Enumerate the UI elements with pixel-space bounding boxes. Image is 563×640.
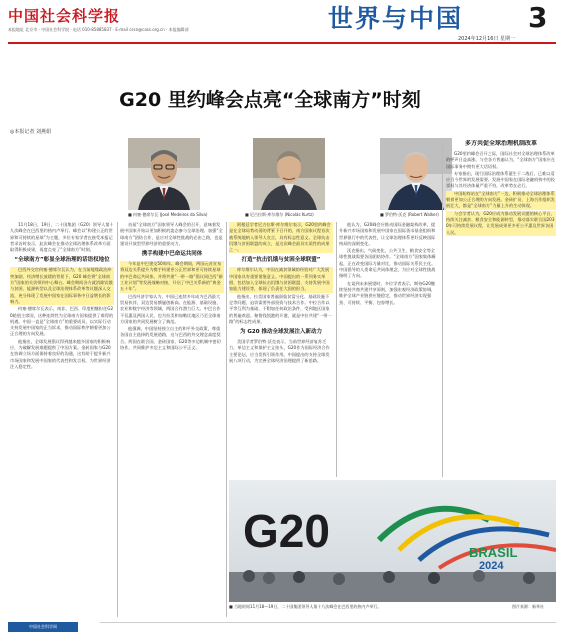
column-divider — [226, 222, 227, 617]
paragraph: 他强调，中国坚持独立自主的和平外交政策，尊重各国自主选择的发展道路，这与巴西的外交理念高度契合。两国在联合国、金砖国家、G20等多边机制中密切协作，共同维护多边主义和国际公平正义。 — [120, 326, 221, 351]
header-rule — [8, 42, 556, 44]
paragraph: 沃克指出，气候变化、公共卫生、粮食安全等全球性挑战需要各国团结协作。“全球南方”国家集体崛起，正在改变国际力量对比，推动国际关系民主化。中国倡导的人类命运共同体理念，为应对全球性挑战指明了方向。 — [339, 248, 436, 279]
page-number: 3 — [528, 1, 548, 34]
paragraph: 他指出，全球发展倡议得到越来越多国家的积极响应，为破解发展难题提供了中国方案。金砖国家与G20在协调立场方面保持着良好的沟通，这有助于提升新兴市场国家和发展中国家的代表性和发言权，为世界经济注入稳定性。 — [10, 338, 111, 369]
paragraph: 巴西经济学家认为，中国已连续多年成为巴西最大贸易伙伴，双边贸易额屡创新高。在能源、基础设施、农业和数字经济等领域，两国合作潜力巨大。中巴合作不仅惠及两国人民，也为拉美和加勒比地区乃至全球南方国家的共同发展树立了典范。 — [120, 293, 221, 324]
paragraph: 中国始终站在“全球南方”一边，积极推动全球治理体系朝着更加公正合理的方向发展。金砖扩员、上海合作组织发展壮大，都是“全球南方”力量上升的生动体现。 — [446, 190, 555, 209]
paragraph: 阿根廷学者尼古拉斯·库尔维尔表示，G20里约峰会是在全球局势动荡的背景下召开的，南方国家议程首次被系统地纳入领导人宣言，具有标志性意义。全球抗击饥饿与贫困联盟的成立，是这次峰会最具实质性的成果之一。 — [229, 222, 333, 253]
paragraph: 何塞·德席尔瓦表示，南非、巴西、印度相继担任G20轮值主席国，这种连续性为全球南方国家提供了难得的机遇。中国一直是“全球南方”的重要成员，以实际行动支持发展中国家的正当诉求，推动国际秩序朝着更加公正合理的方向发展。 — [10, 306, 114, 337]
portrait-caption-1: ■ 何塞·德席尔瓦 (José Medeiros da Silva) — [128, 212, 208, 217]
paragraph: 他指出，拉美国家普遍面临贫富分化、基础设施不足等问题，迫切需要外部投资与技术合作。中拉合作以平等互利为基础，不附加任何政治条件，受到地区国家的普遍欢迎。秘鲁钱凯港的开港，就是中拉共建“一带一路”的标志性成果。 — [229, 293, 332, 324]
column-divider — [442, 140, 443, 477]
paragraph: 在谈到未来展望时，多位学者表示，期待G20继续坚持共商共建共享原则，加强宏观经济政策协调，维护全球产业链供应链稳定，推动世界经济实现强劲、可持续、平衡、包容增长。 — [339, 280, 436, 305]
article-column-3 — [229, 222, 333, 477]
footer-label: 中国社会科学网 — [8, 622, 78, 632]
photo-caption: ■ 当地时间11月18—19日，二十国集团领导人第十九次峰会在巴西里约热内卢举行。 — [229, 604, 382, 609]
masthead-title: 中国社会科学报 — [8, 7, 121, 25]
portrait-photo-1 — [128, 138, 200, 210]
paragraph: 专家指出，现行国际治理体系诞生于二战后，已难以适应当今世界的发展需要。发展中国家在国际金融机构中的投票权与其经济体量严重不符，改革势在必行。 — [446, 170, 555, 189]
byline: ◎本报记者 刘燕娟 — [10, 129, 51, 135]
column-divider — [336, 222, 337, 477]
portrait-caption-2: ■ 尼古拉斯·库尔维尔 (Nicolás Kurtz) — [245, 212, 314, 217]
masthead-subline: 本报地址 北京市 · 中国社会科学院 · 电话 010-85885837 · E-mail cssn@cass.org.cn · 本报编辑部 — [8, 27, 189, 32]
side-column — [446, 140, 556, 477]
article-column-1 — [10, 222, 114, 617]
g20-summit-photo — [229, 480, 556, 602]
paragraph: 今年是中巴建交50周年。峰会期间，两国元首宣布将双边关系提升为携手构建更公正世界和更可持续星球的中巴命运共同体，并将共建“一带一路”倡议同巴西“新工业计划”等发展战略对接，开启了中巴关系新的“黄金五十年”。 — [120, 261, 223, 292]
photo-credit: 图片来源：新华社 — [512, 604, 544, 609]
brasil-logo-text: BRASIL — [469, 545, 518, 560]
paragraph: G20里约峰会召开之际，国际社会对全球治理体系改革的呼声日益高涨。与会各方普遍认为，“全球南方”国家应在国际事务中拥有更大话语权。 — [446, 151, 556, 169]
issue-date: 2024年12月16日 星期一 — [458, 36, 516, 42]
footer-rule — [100, 622, 556, 633]
paragraph: 库尔维尔认为，中国在减贫领域的经验对广大发展中国家具有重要借鉴意义。中国提出的一系列务实举措，包括加入全球抗击饥饿与贫困联盟、支持发展中国家能力建设等，体现了负责任大国的担当。 — [229, 267, 333, 292]
portrait-caption-3: ■ 罗伯特·沃克 (Robert Walker) — [380, 212, 439, 217]
paragraph: 首届“全球南方”国家领导人峰会的召开，意味着发展中国家开始以更加积极的姿态参与全球治理。加强“全球南方”团结合作，是应对全球性挑战的必由之路，也是建设开放型世界经济的重要动力。 — [120, 222, 223, 246]
paragraph: 他认为，G20峰会应推动国际金融架构改革，提升新兴市场国家和发展中国家在国际货币基金组织和世界银行中的代表性，让全球治理体系更好反映国际格局的深刻变化。 — [339, 222, 436, 246]
paragraph: 11月18日、19日，二十国集团（G20）领导人第十九次峰会在巴西里约热内卢举行。峰会以“构建公正的世界和可持续的星球”为主题，多位专家学者在接受本报记者采访时表示，此次峰会在推动全球治理体系改革方面取得积极成果，再度点亮了“全球南方”时刻。 — [10, 222, 114, 253]
paragraph: 与会学者认为，G20应成为推动发展议题的核心平台，持续关注减贫、粮食安全和能源转型，推动落实联合国2030年可持续发展议程，让发展成果更多更公平惠及世界各国人民。 — [446, 210, 555, 235]
g20-logo-text: G20 — [243, 505, 330, 557]
paragraph: 美国学者罗伯特·沃克表示，当前世界经济复苏乏力，单边主义和保护主义抬头，G20作为国际经济合作主要论坛，应当发挥引领作用。中国提出的支持全球发展八项行动，为完善全球经济治理提供了新思路。 — [229, 339, 330, 364]
article-column-2 — [120, 222, 224, 617]
headline: G20 里约峰会点亮“全球南方”时刻 — [119, 89, 421, 111]
article-column-4 — [339, 222, 439, 477]
subheading: 携手构建中巴命运共同体 — [141, 251, 203, 258]
subheading: 打造“抗击饥饿与贫困全球联盟” — [241, 257, 321, 264]
side-title: 多方共促全球治理机制改革 — [464, 140, 537, 147]
subheading: “全球南方”彰显全球治理的话语权地位 — [14, 257, 110, 264]
portrait-photo-2 — [253, 138, 325, 210]
subheading: 为 G20 推动全球发展注入新动力 — [240, 329, 322, 336]
paragraph: 巴西外交官何塞·德席尔瓦认为，在当前地缘政治冲突加剧、经济增长放缓的背景下，G20 峰会将“全球南方”国家的关切带到中心舞台。峰会期间各方就消除饥饿与贫困、能源转型以及全球治理体系改革等议题深入交流，充分体现了发展中国家在国际事务中日益增长的影响力。 — [10, 267, 113, 304]
column-divider — [117, 222, 118, 617]
section-title: 世界与中国 — [328, 4, 464, 33]
year-logo-text: 2024 — [479, 560, 504, 572]
